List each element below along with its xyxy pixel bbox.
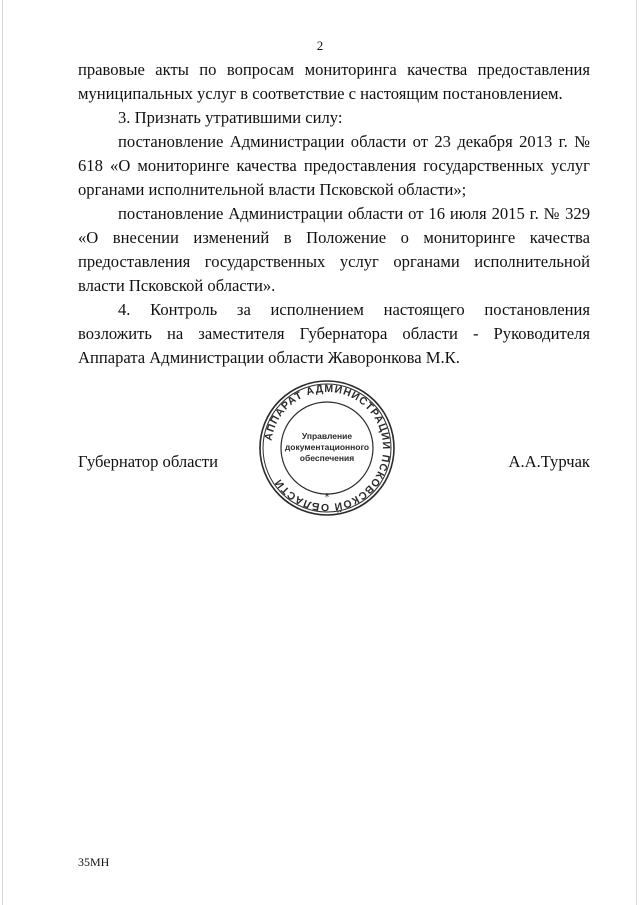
page-number: 2 bbox=[316, 38, 324, 53]
scan-edge-left bbox=[2, 0, 3, 905]
seal-star: * bbox=[324, 492, 330, 503]
paragraph-continuation: правовые акты по вопросам мониторинга качества предоставления муниципальных услуг в соответствие с настоящим постановлением. bbox=[78, 60, 590, 103]
paragraph-repeal-329: постановление Администрации области от 16 июля 2015 г. № 329 «О внесении изменений в Положение о мониторинге качества предоставления государственных услуг органами исполнительной власти Псковской области». bbox=[78, 204, 590, 295]
scan-edge-right bbox=[636, 0, 637, 905]
paragraph-item-4: 4. Контроль за исполнением настоящего постановления возложить на заместителя Губернатора области - Руководителя Аппарата Администрации области Жаворонкова М.К. bbox=[78, 300, 590, 367]
seal-outer-text: АППАРАТ АДМИНИСТРАЦИИ ПСКОВСКОЙ ОБЛАСТИ bbox=[262, 382, 393, 514]
signatory-name: А.А.Турчак bbox=[508, 452, 590, 471]
official-seal-stamp bbox=[257, 378, 397, 518]
seal-inner-line-2: документационного bbox=[284, 442, 370, 452]
seal-graphic bbox=[257, 378, 397, 518]
seal-inner-line-1: Управление bbox=[301, 431, 353, 441]
footer-code: 35МН bbox=[78, 855, 110, 869]
signatory-title: Губернатор области bbox=[78, 452, 218, 471]
paragraph-repeal-618: постановление Администрации области от 23 декабря 2013 г. № 618 «О мониторинге качества предоставления государственных услуг органами исполнительной власти Псковской области»; bbox=[78, 132, 590, 199]
paragraph-item-3: 3. Признать утратившими силу: bbox=[118, 108, 343, 127]
document-body bbox=[78, 58, 590, 370]
seal-inner-line-3: обеспечения bbox=[299, 453, 355, 463]
